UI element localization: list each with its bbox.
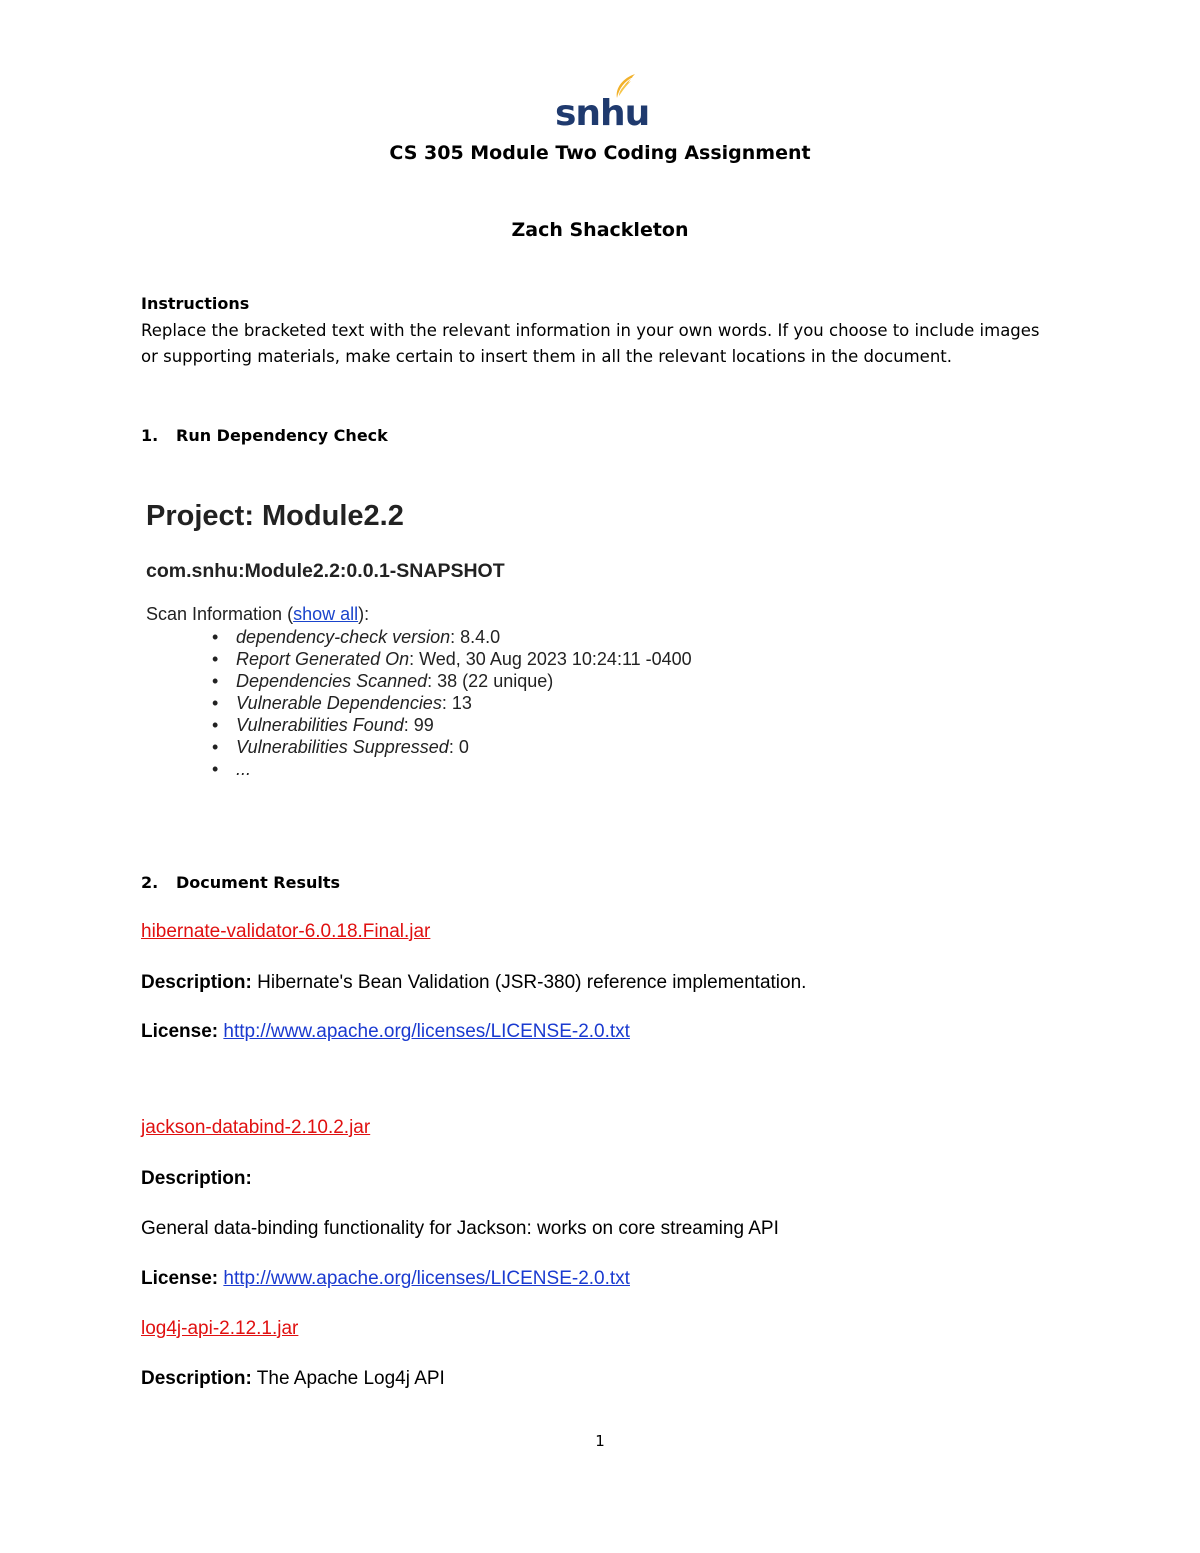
section-number: 2. [141,873,159,892]
list-item: • Vulnerable Dependencies: 13 [146,692,766,714]
scan-label-text: Scan Information ( [146,604,294,624]
dependency-license: License: http://www.apache.org/licenses/LICENSE-2.0.txt [141,1021,630,1042]
logo-wordmark: snhu [555,93,650,134]
list-item: • Vulnerabilities Suppressed: 0 [146,736,766,758]
dependency-description: Description: Hibernate's Bean Validation (JSR-380) reference implementation. [141,972,807,993]
list-item: • ... [146,758,766,780]
list-item: • dependency-check version: 8.4.0 [146,626,766,648]
show-all-link[interactable]: show all [293,604,359,624]
list-item: • Dependencies Scanned: 38 (22 unique) [146,670,766,692]
report-project-title: Project: Module2.2 [146,500,404,532]
dependency-jar-link[interactable]: hibernate-validator-6.0.18.Final.jar [141,921,431,942]
instructions-heading: Instructions [141,294,250,313]
author-name: Zach Shackleton [511,219,689,241]
dependency-description: General data-binding functionality for Jackson: works on core streaming API [141,1218,779,1239]
section-heading-2 [141,873,340,892]
license-link[interactable]: http://www.apache.org/licenses/LICENSE-2.0.txt [223,1268,630,1289]
scan-info-list [146,626,766,780]
section-heading-1 [141,426,388,445]
scan-information-label [146,602,766,626]
list-item: • Report Generated On: Wed, 30 Aug 2023 10:24:11 -0400 [146,648,766,670]
report-artifact-id: com.snhu:Module2.2:0.0.1-SNAPSHOT [146,560,505,582]
section-title: Run Dependency Check [176,426,388,445]
dependency-license: License: http://www.apache.org/licenses/LICENSE-2.0.txt [141,1268,630,1289]
scan-label-end: ): [358,604,370,624]
dependency-description: Description: The Apache Log4j API [141,1368,445,1389]
dependency-check-report [146,496,766,780]
list-item: • Vulnerabilities Found: 99 [146,714,766,736]
dependency-jar-link[interactable]: log4j-api-2.12.1.jar [141,1318,299,1339]
section-title: Document Results [176,873,341,892]
dependency-description-label: Description: [141,1168,252,1189]
snhu-logo [555,72,650,134]
document-title: CS 305 Module Two Coding Assignment [389,142,811,164]
instructions-body: Replace the bracketed text with the relevant information in your own words. If you choose to include images or supporting materials, make certain to insert them in all the relevant locations in the document. [141,321,1040,366]
dependency-jar-link[interactable]: jackson-databind-2.10.2.jar [141,1117,371,1138]
page-number: 1 [595,1432,605,1450]
section-number: 1. [141,426,159,445]
license-link[interactable]: http://www.apache.org/licenses/LICENSE-2.0.txt [223,1021,630,1042]
